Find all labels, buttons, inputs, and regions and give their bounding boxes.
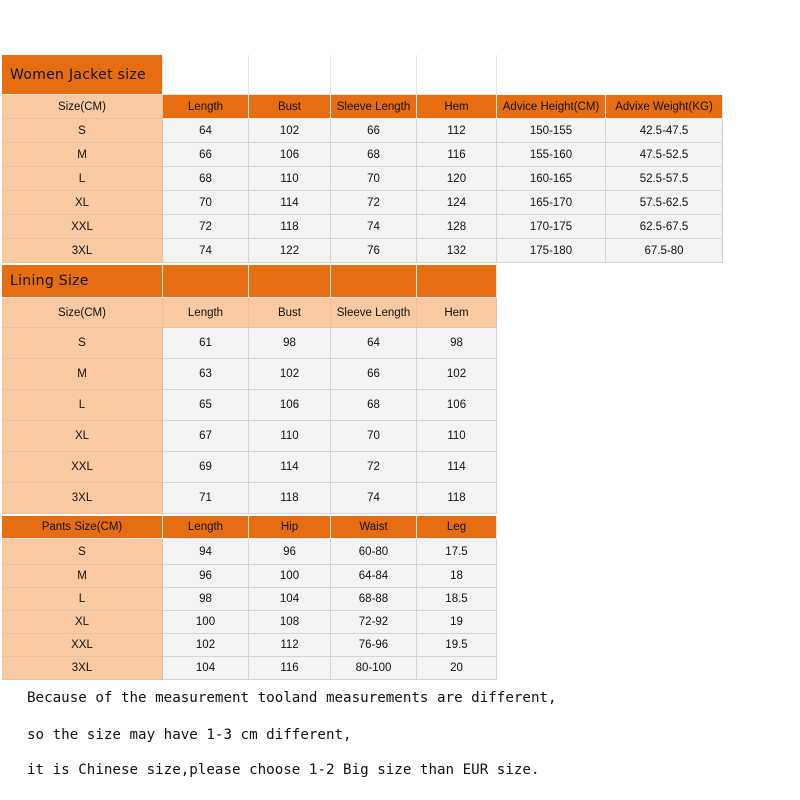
lining-cell: 98 xyxy=(249,328,331,359)
lining-cell: 70 xyxy=(331,421,417,452)
jacket-cell: 42.5-47.5 xyxy=(606,119,723,143)
pants-cell: 100 xyxy=(249,565,331,588)
pants-cell: M xyxy=(2,565,163,588)
pants-cell: 17.5 xyxy=(417,539,497,565)
lining-cell: 102 xyxy=(249,359,331,390)
pants-cell: 104 xyxy=(249,588,331,611)
jacket-cell: 132 xyxy=(417,239,497,263)
pants-size-table xyxy=(2,516,497,701)
title-band-cell xyxy=(417,265,497,298)
pants-cell: 98 xyxy=(163,588,249,611)
pants-cell: 20 xyxy=(417,657,497,680)
pants-cell: 76-96 xyxy=(331,634,417,657)
jacket-cell: 68 xyxy=(331,143,417,167)
blank-cell xyxy=(163,55,249,95)
lining-cell: 110 xyxy=(249,421,331,452)
lining-cell: 110 xyxy=(417,421,497,452)
lining-cell: M xyxy=(2,359,163,390)
blank-cell xyxy=(417,55,497,95)
pants-cell: 100 xyxy=(163,611,249,634)
jacket-cell: 66 xyxy=(163,143,249,167)
lining-cell: 98 xyxy=(417,328,497,359)
jacket-cell: 155-160 xyxy=(497,143,606,167)
lining-cell: 114 xyxy=(249,452,331,483)
pants-cell: 94 xyxy=(163,539,249,565)
lining-header-sleeve: Sleeve Length xyxy=(331,298,417,328)
empty-area xyxy=(497,55,723,95)
lining-cell: XL xyxy=(2,421,163,452)
lining-cell: 66 xyxy=(331,359,417,390)
pants-cell: 96 xyxy=(163,565,249,588)
jacket-cell: 170-175 xyxy=(497,215,606,239)
jacket-cell: 62.5-67.5 xyxy=(606,215,723,239)
jacket-cell: 74 xyxy=(163,239,249,263)
lining-cell: 118 xyxy=(417,483,497,514)
pants-header-waist: Waist xyxy=(331,516,417,539)
blank-cell xyxy=(331,55,417,95)
title-band-cell xyxy=(249,265,331,298)
jacket-header-length: Length xyxy=(163,95,249,119)
lining-cell: 61 xyxy=(163,328,249,359)
jacket-cell: 74 xyxy=(331,215,417,239)
jacket-cell: 66 xyxy=(331,119,417,143)
lining-cell: 3XL xyxy=(2,483,163,514)
lining-cell: 118 xyxy=(249,483,331,514)
pants-cell: 68-88 xyxy=(331,588,417,611)
lining-cell: 68 xyxy=(331,390,417,421)
pants-cell: 112 xyxy=(249,634,331,657)
jacket-cell: 160-165 xyxy=(497,167,606,191)
pants-cell: 108 xyxy=(249,611,331,634)
jacket-cell: 112 xyxy=(417,119,497,143)
pants-cell: 19.5 xyxy=(417,634,497,657)
pants-cell: S xyxy=(2,539,163,565)
lining-cell: 72 xyxy=(331,452,417,483)
jacket-cell: 57.5-62.5 xyxy=(606,191,723,215)
pants-cell: 96 xyxy=(249,539,331,565)
jacket-cell: 106 xyxy=(249,143,331,167)
pants-cell: 19 xyxy=(417,611,497,634)
pants-cell: 80-100 xyxy=(331,657,417,680)
jacket-cell: 72 xyxy=(331,191,417,215)
jacket-cell: XL xyxy=(2,191,163,215)
lining-cell: 67 xyxy=(163,421,249,452)
lining-cell: 69 xyxy=(163,452,249,483)
jacket-cell: 3XL xyxy=(2,239,163,263)
title-band-cell xyxy=(163,265,249,298)
lining-cell: 106 xyxy=(417,390,497,421)
jacket-cell: 124 xyxy=(417,191,497,215)
pants-cell: 60-80 xyxy=(331,539,417,565)
pants-cell: XXL xyxy=(2,634,163,657)
jacket-cell: 102 xyxy=(249,119,331,143)
blank-cell xyxy=(249,55,331,95)
jacket-cell: 122 xyxy=(249,239,331,263)
lining-cell: 63 xyxy=(163,359,249,390)
title-band-cell xyxy=(331,265,417,298)
jacket-cell: 67.5-80 xyxy=(606,239,723,263)
size-note-line-3: it is Chinese size,please choose 1-2 Big size than EUR size. xyxy=(27,762,540,778)
pants-cell: XL xyxy=(2,611,163,634)
jacket-cell: 52.5-57.5 xyxy=(606,167,723,191)
lining-table-title: Lining Size xyxy=(2,265,163,298)
pants-cell: 104 xyxy=(163,657,249,680)
jacket-cell: 70 xyxy=(331,167,417,191)
pants-cell: 102 xyxy=(163,634,249,657)
jacket-cell: 64 xyxy=(163,119,249,143)
lining-cell: L xyxy=(2,390,163,421)
size-note-line-1: Because of the measurement tooland measurements are different, xyxy=(27,690,557,706)
jacket-header-weight: Advixe Weight(KG) xyxy=(606,95,723,119)
jacket-cell: 120 xyxy=(417,167,497,191)
pants-cell: L xyxy=(2,588,163,611)
pants-cell: 116 xyxy=(249,657,331,680)
jacket-cell: S xyxy=(2,119,163,143)
lining-cell: 64 xyxy=(331,328,417,359)
jacket-cell: 68 xyxy=(163,167,249,191)
jacket-cell: M xyxy=(2,143,163,167)
jacket-cell: 175-180 xyxy=(497,239,606,263)
jacket-table-title: Women Jacket size xyxy=(2,55,163,95)
lining-header-bust: Bust xyxy=(249,298,331,328)
pants-header-size: Pants Size(CM) xyxy=(2,516,163,539)
jacket-cell: 76 xyxy=(331,239,417,263)
lining-size-table xyxy=(2,265,497,514)
pants-cell: 18 xyxy=(417,565,497,588)
pants-header-leg: Leg xyxy=(417,516,497,539)
pants-header-length: Length xyxy=(163,516,249,539)
lining-cell: S xyxy=(2,328,163,359)
jacket-cell: 47.5-52.5 xyxy=(606,143,723,167)
jacket-cell: 114 xyxy=(249,191,331,215)
lining-cell: 71 xyxy=(163,483,249,514)
jacket-header-sleeve: Sleeve Length xyxy=(331,95,417,119)
jacket-cell: 116 xyxy=(417,143,497,167)
size-note-line-2: so the size may have 1-3 cm different, xyxy=(27,727,352,743)
lining-header-hem: Hem xyxy=(417,298,497,328)
lining-cell: 74 xyxy=(331,483,417,514)
lining-header-length: Length xyxy=(163,298,249,328)
lining-header-size: Size(CM) xyxy=(2,298,163,328)
jacket-header-bust: Bust xyxy=(249,95,331,119)
jacket-cell: 72 xyxy=(163,215,249,239)
pants-cell: 72-92 xyxy=(331,611,417,634)
lining-cell: 114 xyxy=(417,452,497,483)
jacket-cell: 150-155 xyxy=(497,119,606,143)
jacket-cell: 128 xyxy=(417,215,497,239)
jacket-header-height: Advice Height(CM) xyxy=(497,95,606,119)
jacket-cell: XXL xyxy=(2,215,163,239)
lining-cell: 106 xyxy=(249,390,331,421)
pants-cell: 18.5 xyxy=(417,588,497,611)
jacket-header-hem: Hem xyxy=(417,95,497,119)
jacket-cell: 118 xyxy=(249,215,331,239)
pants-cell: 64-84 xyxy=(331,565,417,588)
jacket-header-size: Size(CM) xyxy=(2,95,163,119)
pants-cell: 3XL xyxy=(2,657,163,680)
jacket-cell: 110 xyxy=(249,167,331,191)
lining-cell: XXL xyxy=(2,452,163,483)
jacket-cell: 165-170 xyxy=(497,191,606,215)
jacket-cell: L xyxy=(2,167,163,191)
jacket-cell: 70 xyxy=(163,191,249,215)
lining-cell: 102 xyxy=(417,359,497,390)
lining-cell: 65 xyxy=(163,390,249,421)
pants-header-hip: Hip xyxy=(249,516,331,539)
jacket-size-table xyxy=(2,55,723,263)
